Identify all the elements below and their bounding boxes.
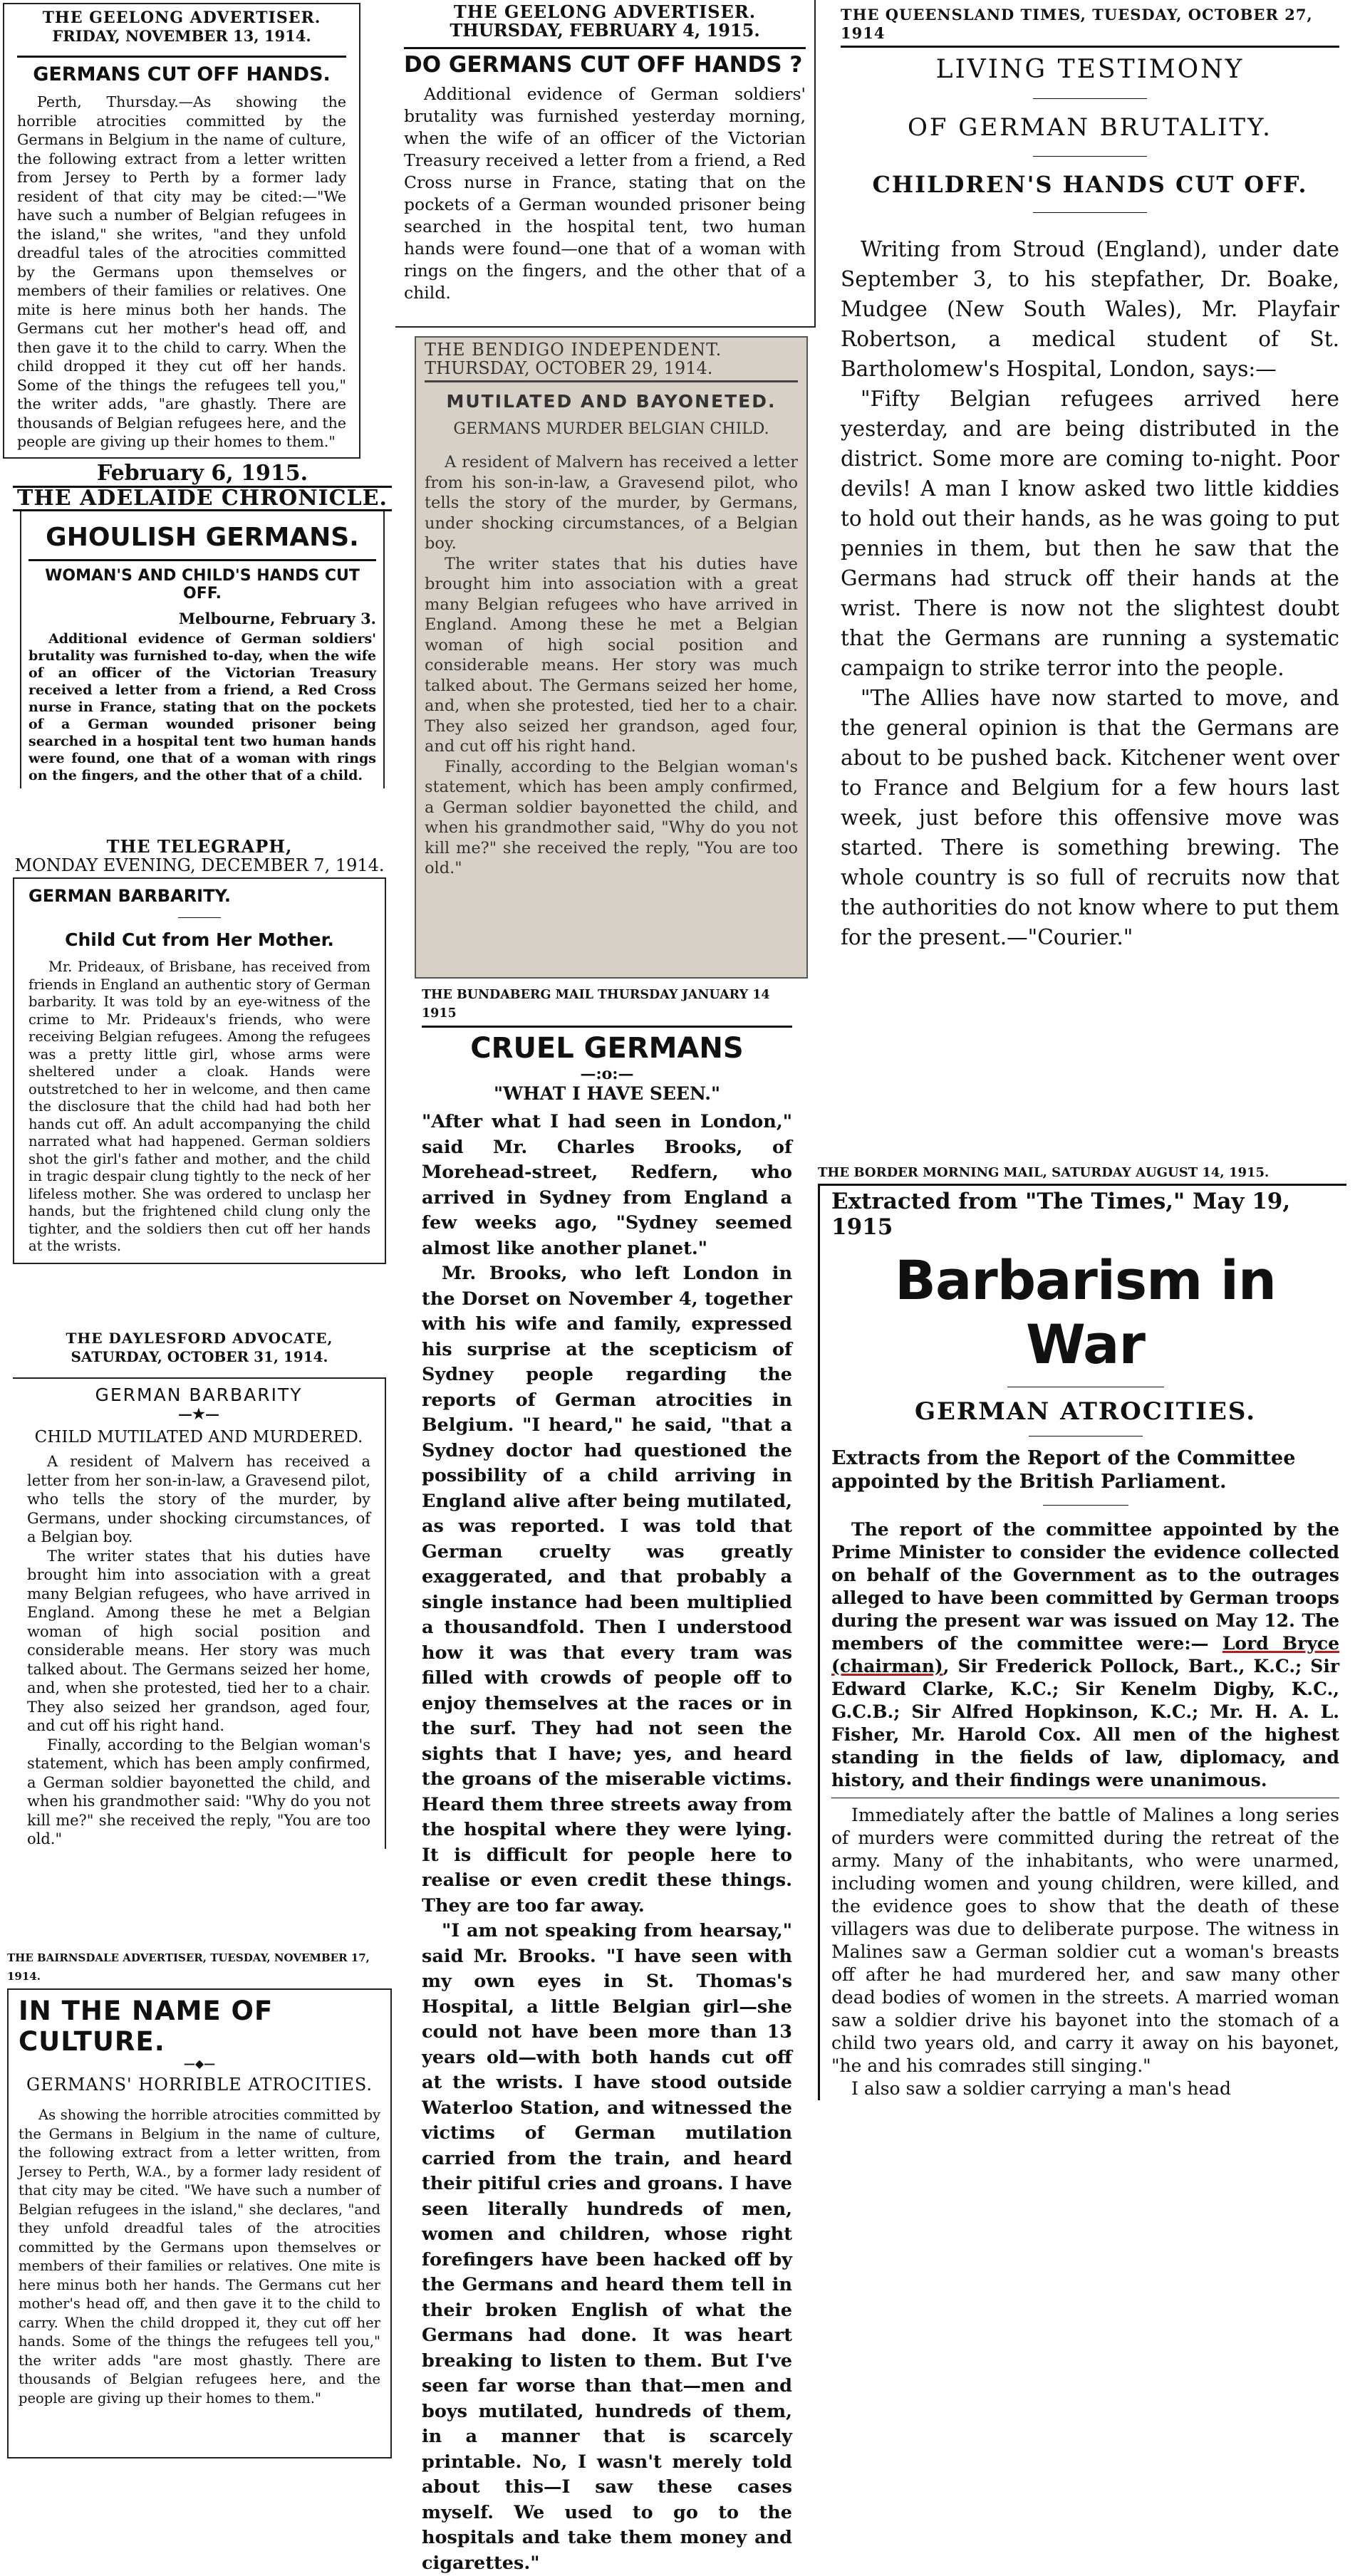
paragraph: I also saw a soldier carrying a man's head — [851, 2078, 1232, 2099]
ornament: —:o:— — [580, 1065, 634, 1083]
headline: GHOULISH GERMANS. — [46, 523, 359, 552]
masthead: THE DAYLESFORD ADVOCATE, — [66, 1330, 333, 1347]
paragraph: Finally, according to the Belgian woman's statement, which has been amply confirmed, a German soldier bayonetted the child, and when his grandmother said: "Why do you not kill me?" she received the reply, "You are too old." — [27, 1736, 370, 1847]
article-body: Mr. Prideaux, of Brisbane, has received from friends in England an authentic story of German barbarity. It was told by an eye-witness of the crime to Mr. Prideaux's friends, who were receiving Belgian refugees. Among the refugees was a pretty little girl, whose arms were sheltered under a cloak. Hands were outstretched to her in welcome, and then came the disclosure that the child had had both her hands cut off. An adult accompanying the child narrated what had happened. German soldiers shot the girl's father and mother, and the child in tragic despair clung tightly to the neck of her lifeless mother. She was ordered to unclasp her hands, but the frightened child clung only the tighter, and the soldiers then cut off her hands at the wrists. — [28, 959, 370, 1254]
clipping-telegraph — [3, 835, 396, 1323]
subheadline-2: Extracts from the Report of the Committee appointed by the British Parliament. — [831, 1447, 1296, 1493]
dateline: MONDAY EVENING, DECEMBER 7, 1914. — [14, 855, 385, 875]
paragraph: A resident of Malvern has received a letter from her son-in-law, a Gravesend pilot, who tells the story of the murder, by Germans, under shocking circumstances, of a Belgian boy. — [27, 1453, 370, 1545]
masthead: THE QUEENSLAND TIMES, TUESDAY, OCTOBER 27, 1914 — [841, 6, 1313, 42]
extract-line: Extracted from "The Times," May 19, 1915 — [831, 1189, 1291, 1240]
article-body: Perth, Thursday.—As showing the horrible atrocities committed by the Germans in Belgium in the name of culture, the following extract from a letter written from Jersey to Perth by a former lady resident of that city may be cited:—"We have such a number of Belgian refugees in the island," she writes, "and they unfold dreadful tales of the atrocities committed by the Germans upon themselves or members of their families or relatives. One mite is here minus both her hands. The Germans cut her mother's head off, and then gave it to the child to carry. When the child dropped it they cut off her hands. Some of the things the refugees tell you," the writer adds, "are ghastly. There are thousands of Belgian refugees here, and the people are giving up their homes to them." — [17, 93, 346, 450]
masthead: THE GEELONG ADVERTISER. — [453, 1, 757, 22]
article-box — [20, 511, 385, 788]
subheadline: Child Cut from Her Mother. — [65, 929, 334, 950]
committee-chairman: Lord Bryce (chairman) — [831, 1633, 1339, 1677]
headline: IN THE NAME OF CULTURE. — [19, 1996, 274, 2057]
dateline: THURSDAY, FEBRUARY 4, 1915. — [450, 20, 760, 41]
divider — [1033, 156, 1147, 157]
clipping-bairnsdale-advertiser — [3, 1946, 396, 2451]
masthead: THE GEELONG ADVERTISER. — [42, 9, 321, 27]
paragraph: Mr. Brooks, who left London in the Dorset on November 4, together with his wife and family, expressed his surprise at the scepticism of Sydney people regarding the reports of German atrocities in Belgium. "I heard," he said, "that a Sydney doctor had questioned the possibility of a child arriving in England alive after being mutilated, as was reported. I was told that German cruelty was greatly exaggerated, and that probably a single instance had been multiplied a thousandfold. Then I understood how it was that every tram was filled with crowds of people off to enjoy themselves at the races or in the surf. They had not seen the sights that I have; yes, and heard the groans of the miserable victims. Heard them three streets away from the hospital where they were lying. It is difficult for people here to realise or even credit these things. They are too far away. — [422, 1263, 792, 1917]
place-dateline: Melbourne, February 3. — [178, 610, 376, 627]
clipping-geelong-feb — [395, 0, 816, 328]
clipping-bendigo-independent — [415, 336, 808, 979]
headline: GERMAN BARBARITY — [95, 1385, 303, 1405]
dateline: SATURDAY, OCTOBER 31, 1914. — [71, 1348, 328, 1365]
clipping-queensland-times — [825, 3, 1352, 1157]
masthead: THE TELEGRAPH, — [106, 836, 293, 857]
clipping-daylesford-advocate — [3, 1326, 396, 1943]
subheadline: GERMAN ATROCITIES. — [914, 1397, 1257, 1426]
paragraph: "Fifty Belgian refugees arrived here yesterday, and are being distributed in the district. Some more are coming to-night. Poor devils! A man I know asked two little kiddies to hold out their hands, as he was going to put pennies in them, but then he saw that the Germans had struck off their hands at the wrist. There is now not the slightest doubt that the Germans are running a systematic campaign to strike terror into the people. — [841, 387, 1339, 680]
masthead: THE BENDIGO INDEPENDENT. — [425, 340, 722, 360]
headline: Barbarism in War — [895, 1248, 1276, 1376]
headline-line-1: LIVING TESTIMONY — [935, 55, 1245, 84]
ornament: —◆— — [183, 2057, 216, 2070]
subheadline: WOMAN'S AND CHILD'S HANDS CUT OFF. — [45, 567, 360, 603]
clipping-adelaide-chronicle — [3, 462, 402, 830]
paragraph: "I am not speaking from hearsay," said Mr. Brooks. "I have seen with my own eyes in St. Thomas's Hospital, a little Belgian girl—she could not have been more than 13 years old—with both hands cut off at the wrists. I have stood outside Waterloo Station, and witnessed the victims of German mutilation carried from the train, and heard their pitiful cries and groans. I have seen literally hundreds of men, women and children, whose right forefingers have been hacked off by the Germans and heard them tell in their broken English of what the Germans had done. It was heart breaking to listen to them. But I've seen far worse than that—men and boys mutilated, hundreds of them, in a manner that is scarcely printable. No, I wasn't merely told about this—I saw these cases myself. We used to go to the hospitals and take them money and cigarettes." — [422, 1920, 792, 2574]
paragraph: Finally, according to the Belgian woman's statement, which has been amply confirmed, a German soldier bayonetted the child, and when his grandmother said, "Why do you not kill me?" she received the reply, "You are too old." — [425, 757, 798, 877]
headline: MUTILATED AND BAYONETED. — [446, 391, 777, 412]
divider — [1033, 98, 1147, 99]
subheadline: GERMANS' HORRIBLE ATROCITIES. — [26, 2075, 373, 2095]
divider — [422, 1026, 792, 1028]
divider — [17, 56, 346, 58]
paragraph: A resident of Malvern has received a letter from his son-in-law, a Gravesend pilot, who tells the story of the murder, by Germans, under shocking circumstances, of a Belgian boy. — [425, 453, 798, 553]
subheadline: GERMANS MURDER BELGIAN CHILD. — [453, 420, 769, 438]
paragraph: Writing from Stroud (England), under date September 3, to his stepfather, Dr. Boake, Mudgee (New South Wales), Mr. Playfair Robertson, a medical student of St. Bartholomew's Hospital, London, says:— — [841, 237, 1339, 381]
headline-line-3: CHILDREN'S HANDS CUT OFF. — [872, 171, 1308, 198]
paragraph — [831, 1518, 1339, 1792]
dateline: THURSDAY, OCTOBER 29, 1914. — [425, 358, 713, 378]
masthead: THE BUNDABERG MAIL THURSDAY JANUARY 14 1915 — [422, 988, 770, 1021]
article-body: As showing the horrible atrocities committed by the Germans in Belgium in the name of culture, the following extract from a letter written, from Jersey to Perth, W.A., by a former lady resident of that city may be cited. "We have such a number of Belgian refugees in the island," she declares, "and they unfold dreadful tales of the atrocities committed by the Germans upon themselves or members of their families or relatives. One mite is here minus both her hands. The Germans cut her mother's head off, and then gave it to the child to carry. When the child dropped it, they cut off her hands. Some of the things the refugees tell you," the writer adds "are most ghastly. There are thousands of Belgian refugees here, and the people are giving up their homes to them." — [19, 2107, 380, 2406]
divider — [841, 46, 1339, 48]
article-body: Additional evidence of German soldiers' brutality was furnished to-day, when the wife of an officer of the Victorian Treasury received a letter from a friend, a Red Cross nurse in France, stating that on the pockets of a German wounded prisoner being searched in a hospital tent two human hands were found, one that of a woman with rings on the fingers, and the other that of a child. — [28, 631, 376, 783]
divider — [28, 559, 376, 561]
article-box — [13, 877, 386, 1264]
paragraph-lead: The report of the committee appointed by the Prime Minister to consider the evidence collected on behalf of the Government as to the outrages alleged to have been committed by German troops during the present war was issued on May 12. The members of the committee were:— — [831, 1519, 1339, 1654]
divider — [1043, 1505, 1128, 1506]
paragraph-rest: , Sir Frederick Pollock, Bart., K.C.; Sir Edward Clarke, K.C.; Sir Kenelm Digby, K.C., G.C.B.; Sir Alfred Hopkinson, K.C.; Mr. H. A. L. Fisher, Mr. Harold Cox. All men of the highest standing in the fields of law, diplomacy, and history, and their findings were unanimous. — [831, 1656, 1339, 1790]
divider — [1033, 212, 1147, 213]
ornament: —★— — [178, 1405, 219, 1422]
masthead: THE BORDER MORNING MAIL, SATURDAY AUGUST 14, 1915. — [818, 1165, 1270, 1180]
divider — [404, 47, 806, 49]
dateline: February 6, 1915. — [96, 461, 308, 486]
clipping-bundaberg-mail — [415, 983, 799, 2574]
headline: CRUEL GERMANS — [470, 1032, 744, 1065]
headline: GERMAN BARBARITY. — [28, 886, 231, 906]
headline: GERMANS CUT OFF HANDS. — [33, 63, 331, 85]
article-box — [818, 1184, 1346, 2100]
paragraph: The writer states that his duties have brought him into association with a great many Belgian refugees, who have arrived in England. Among these he met a Belgian woman of high social position and considerable means. Her story was much talked about. The Germans seized her home, and, when she protested, tied her to a chair. They also seized her grandson, aged four, and cut off his right hand. — [27, 1547, 370, 1734]
paragraph: "After what I had seen in London," said Mr. Charles Brooks, of Morehead-street, Redfern, who arrived in Sydney from England a few weeks ago, "Sydney seemed almost like another planet." — [422, 1111, 792, 1259]
article-box — [7, 1988, 392, 2458]
masthead: THE ADELAIDE CHRONICLE. — [13, 486, 392, 511]
divider — [425, 380, 798, 382]
article-box — [13, 1377, 386, 1849]
dateline: FRIDAY, NOVEMBER 13, 1914. — [52, 27, 311, 45]
headline: DO GERMANS CUT OFF HANDS ? — [404, 52, 803, 78]
clipping-border-morning-mail — [812, 1161, 1352, 2451]
paragraph: Immediately after the battle of Malines a long series of murders were committed during the retreat of the army. Many of the inhabitants, who were unarmed, including women and young children, were killed, and the evidence goes to show that the death of these villagers was due to deliberate purpose. The witness in Malines saw a German soldier cut a woman's breasts off after he had murdered her, and saw many other dead bodies of women in the streets. A married woman saw a soldier drive his bayonet into the stomach of a child two years old, and carry it away on his bayonet, "he and his comrades still singing." — [831, 1805, 1339, 2076]
paragraph: The writer states that his duties have brought him into association with a great many Belgian refugees who have arrived in England. Among these he met a Belgian woman of high social position and considerable means. Her story was much talked about. The Germans seized her home, and, when she protested, tied her to a chair. They also seized her grandson, aged four, and cut off his right hand. — [425, 554, 798, 756]
subheadline: CHILD MUTILATED AND MURDERED. — [34, 1428, 363, 1446]
divider — [178, 917, 221, 918]
paragraph: "The Allies have now started to move, and the general opinion is that the Germans are about to be pushed back. Kitchener went over to France and Belgium for a few hours last week, just before this offensive move was started. There is something brewing. The whole country is so full of recruits now that the authorities do not know where to put them for the present.—"Courier." — [841, 686, 1340, 949]
headline-line-2: OF GERMAN BRUTALITY. — [908, 113, 1272, 142]
clipping-geelong-nov — [3, 3, 360, 459]
article-body: Additional evidence of German soldiers' brutality was furnished yesterday morning, when the wife of an officer of the Victorian Treasury received a letter from a friend, a Red Cross nurse in France, stating that on the pockets of a German wounded prisoner being searched in the hospital tent, two human hands were found—one that of a woman with rings on the fingers, and the other that of a child. — [404, 84, 806, 303]
subheadline: "WHAT I HAVE SEEN." — [494, 1083, 720, 1104]
masthead: THE BAIRNSDALE ADVERTISER, TUESDAY, NOVEMBER 17, 1914. — [7, 1951, 370, 1983]
